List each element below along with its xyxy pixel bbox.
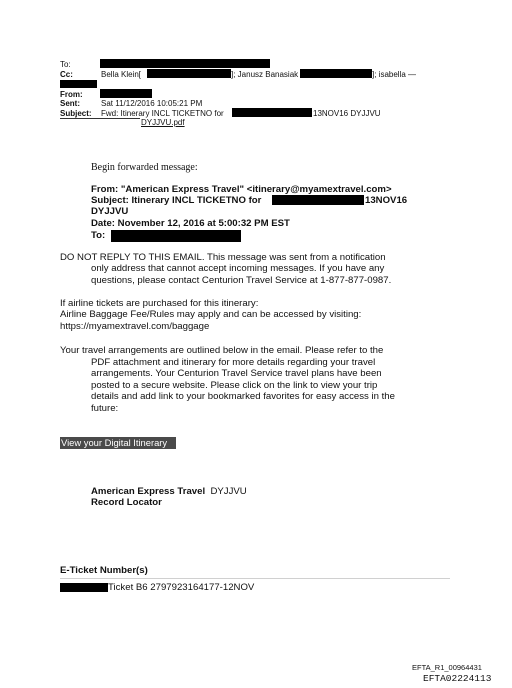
redaction-fwd-to xyxy=(111,230,241,242)
sent-label: Sent: xyxy=(60,99,80,108)
redaction-to xyxy=(100,59,270,68)
from-label: From: xyxy=(60,90,83,99)
record-agency: American Express Travel xyxy=(91,486,206,497)
fwd-from-line: From: "American Express Travel" <itinerary@myamextravel.com> xyxy=(91,184,392,195)
forwarded-intro: Begin forwarded message: xyxy=(91,162,198,173)
noreply-line-1: DO NOT REPLY TO THIS EMAIL. This message was sent from a notification xyxy=(60,252,386,263)
arrangements-line-5: details and add link to your bookmarked favorites for easy access in the xyxy=(91,391,395,402)
arrangements-line-3: arrangements. Your Centurion Travel Service travel plans have been xyxy=(91,368,382,379)
redaction-cc-3 xyxy=(60,80,97,88)
subject-prefix: Fwd: Itinerary INCL TICKETNO for xyxy=(101,109,224,118)
cc-label: Cc: xyxy=(60,70,73,79)
arrangements-line-4: posted to a secure website. Please click on the link to view your trip xyxy=(91,380,378,391)
cc-name-1: Bella Klein[ xyxy=(101,70,142,79)
noreply-line-2: only address that cannot accept incoming messages. If you have any xyxy=(91,263,385,274)
eticket-heading: E-Ticket Number(s) xyxy=(60,565,148,576)
redaction-from xyxy=(100,89,152,98)
cc-name-3: ]; isabella — xyxy=(372,70,417,79)
to-label: To: xyxy=(60,60,71,69)
record-code: DYJJVU xyxy=(210,486,247,497)
attachment-link[interactable]: DYJJVU.pdf xyxy=(141,118,185,127)
baggage-link[interactable]: https://myamextravel.com/baggage xyxy=(60,321,210,332)
baggage-line-1: If airline tickets are purchased for this itinerary: xyxy=(60,298,259,309)
arrangements-line-2: PDF attachment and itinerary for more details regarding your travel xyxy=(91,357,376,368)
record-agency-line xyxy=(91,486,247,497)
subject-label: Subject: xyxy=(60,109,92,118)
noreply-line-3: questions, please contact Centurion Travel Service at 1-877-877-0987. xyxy=(91,275,392,286)
redaction-cc-1 xyxy=(147,69,231,78)
fwd-to-label: To: xyxy=(91,230,106,241)
header-underline xyxy=(60,118,140,119)
baggage-line-2: Airline Baggage Fee/Rules may apply and can be accessed by visiting: xyxy=(60,309,362,320)
footer-ref-2: EFTA02224113 xyxy=(423,673,492,684)
fwd-subject-label: Subject: Itinerary INCL TICKETNO for xyxy=(91,195,262,206)
fwd-subject-line2: DYJJVU xyxy=(91,206,129,217)
sent-value: Sat 11/12/2016 10:05:21 PM xyxy=(101,99,203,108)
view-digital-itinerary-link[interactable]: View your Digital Itinerary xyxy=(60,437,176,449)
arrangements-line-1: Your travel arrangements are outlined below in the email. Please refer to the xyxy=(60,345,384,356)
redaction-cc-2 xyxy=(300,69,372,78)
redaction-subject xyxy=(232,108,312,117)
eticket-line: Ticket B6 2797923164177-12NOV xyxy=(108,582,255,593)
fwd-subject-suffix: 13NOV16 xyxy=(365,195,408,206)
record-locator-label: Record Locator xyxy=(91,497,162,508)
redaction-eticket xyxy=(60,583,108,592)
footer-ref-1: EFTA_R1_00964431 xyxy=(412,663,482,672)
fwd-date-line: Date: November 12, 2016 at 5:00:32 PM EST xyxy=(91,218,290,229)
cc-name-2: ]; Janusz Banasiak xyxy=(231,70,299,79)
eticket-rule xyxy=(60,578,450,579)
subject-suffix: 13NOV16 DYJJVU xyxy=(313,109,381,118)
arrangements-line-6: future: xyxy=(91,403,119,414)
redaction-fwd-subject xyxy=(272,195,364,205)
